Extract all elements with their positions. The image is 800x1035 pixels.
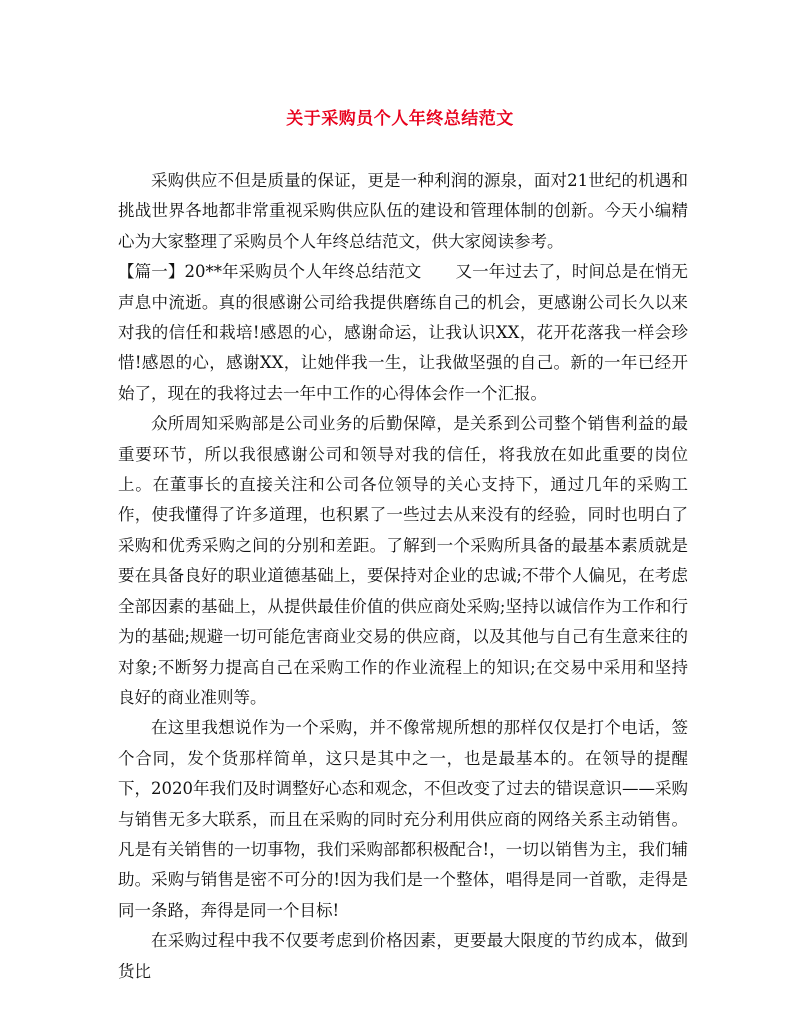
document-body (118, 166, 688, 987)
paragraph-4: 在采购过程中我不仅要考虑到价格因素，更要最大限度的节约成本，做到货比 (118, 931, 688, 981)
document-title: 关于采购员个人年终总结范文 (286, 109, 514, 129)
section-first-text: 又一年过去了，时间总是在悄无声息中流逝。真的很感谢公司给我提供磨练自己的机会，更感谢公司长久以来对我的信任和栽培!感恩的心，感谢命运，让我认识XX，花开花落我一样会珍惜!感恩的心，感谢XX，让她伴我一生，让我做坚强的自己。新的一年已经开始了，现在的我将过去一年中工作的心得体会作一个汇报。 (118, 262, 689, 403)
paragraph-2: 众所周知采购部是公司业务的后勤保障，是关系到公司整个销售利益的最重要环节，所以我很感谢公司和领导对我的信任，将我放在如此重要的岗位上。在董事长的直接关注和公司各位领导的关心支持下，通过几年的采购工作，使我懂得了许多道理，也积累了一些过去从来没有的经验，同时也明白了采购和优秀采购之间的分别和差距。了解到一个采购所具备的最基本素质就是要在具备良好的职业道德基础上，要保持对企业的忠诚;不带个人偏见，在考虑全部因素的基础上，从提供最佳价值的供应商处采购;坚持以诚信作为工作和行为的基础;规避一切可能危害商业交易的供应商，以及其他与自己有生意来往的对象;不断努力提高自己在采购工作的作业流程上的知识;在交易中采用和坚持良好的商业准则等。 (118, 414, 688, 707)
paragraph-3: 在这里我想说作为一个采购，并不像常规所想的那样仅仅是打个电话，签个合同，发个货那样简单，这只是其中之一，也是最基本的。在领导的提醒下，2020年我们及时调整好心态和观念，不但改变了过去的错误意识——采购与销售无多大联系，而且在采购的同时充分利用供应商的网络关系主动销售。凡是有关销售的一切事物，我们采购部都积极配合!，一切以销售为主，我们辅助。采购与销售是密不可分的!因为我们是一个整体，唱得是同一首歌，走得是同一条路，奔得是同一个目标! (118, 718, 688, 920)
section-one-paragraph (118, 257, 688, 409)
intro-paragraph: 采购供应不但是质量的保证，更是一种利润的源泉，面对21世纪的机遇和挑战世界各地都非常重视采购供应队伍的建设和管理体制的创新。今天小编精心为大家整理了采购员个人年终总结范文，供大家阅读参考。 (118, 171, 688, 251)
section-heading: 【篇一】20**年采购员个人年终总结范文 (118, 262, 422, 282)
